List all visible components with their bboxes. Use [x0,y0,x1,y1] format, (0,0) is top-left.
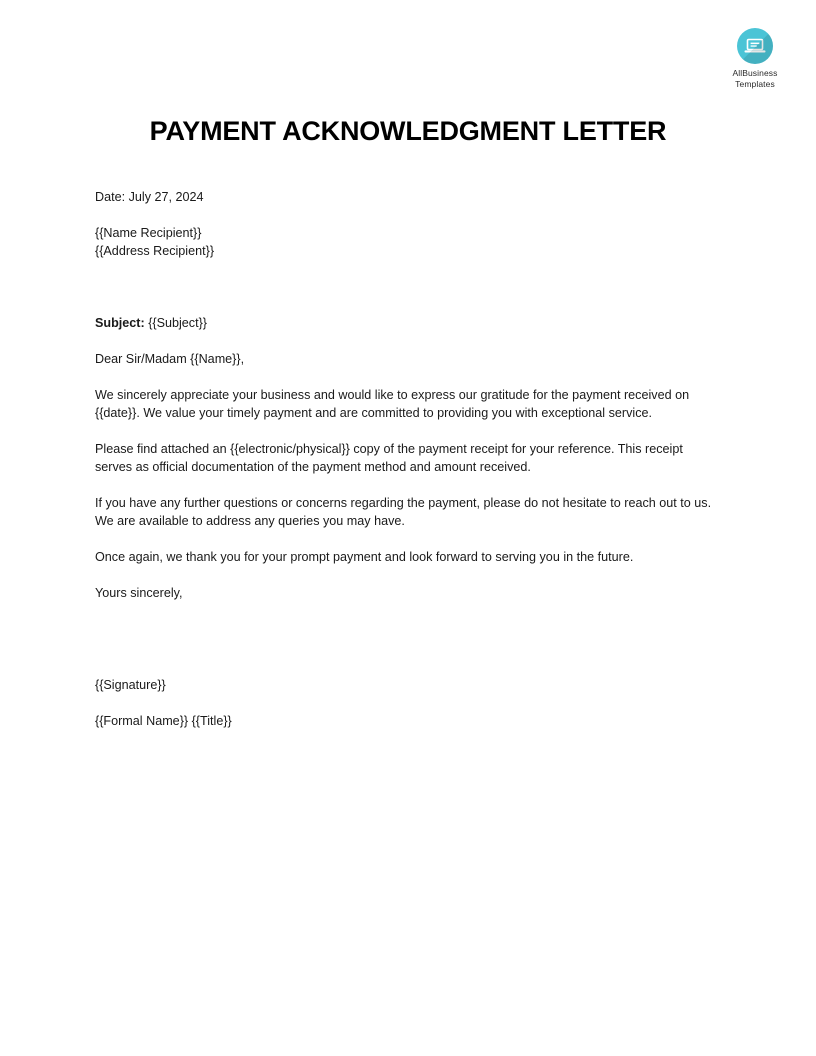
paragraph-2 [95,440,721,476]
subject-line [95,314,721,332]
signer-line: {{Formal Name}} {{Title}} [95,714,232,728]
laptop-icon [737,28,773,64]
signature-spacer [95,620,721,676]
date-block [95,188,721,206]
closing-line: Yours sincerely, [95,586,183,600]
recipient-block [95,224,721,260]
closing-block [95,584,721,602]
paragraph-text: If you have any further questions or concerns regarding the payment, please do not hesitate to reach out to us. We are available to address any queries you may have. [95,496,712,528]
paragraph-4 [95,548,721,566]
signature-block [95,676,721,694]
date-line: Date: July 27, 2024 [95,190,204,204]
paragraph-text: We sincerely appreciate your business and would like to express our gratitude for the payment received on {{date}}. We value your timely payment and are committed to providing you with exceptional service. [95,388,690,420]
recipient-subject-spacer [95,278,721,314]
paragraph-3 [95,494,721,530]
brand-logo [713,28,797,89]
paragraph-text: Once again, we thank you for your prompt payment and look forward to serving you in the future. [95,550,634,564]
recipient-name: {{Name Recipient}} [95,226,202,240]
paragraph-1 [95,386,721,422]
brand-name-line-2: Templates [735,78,775,89]
salutation-block [95,350,721,368]
signature-placeholder: {{Signature}} [95,678,166,692]
signer-block [95,712,721,730]
recipient-address: {{Address Recipient}} [95,244,215,258]
letter-body [95,188,721,730]
salutation: Dear Sir/Madam {{Name}}, [95,352,245,366]
subject-value: {{Subject}} [148,316,208,330]
paragraph-text: Please find attached an {{electronic/physical}} copy of the payment receipt for your reference. This receipt serves as official documentation of the payment method and amount received. [95,442,683,474]
brand-name-line-1: AllBusiness [732,68,778,78]
subject-block [95,314,721,332]
page-title: PAYMENT ACKNOWLEDGMENT LETTER [149,116,667,146]
subject-label: Subject: [95,316,145,330]
